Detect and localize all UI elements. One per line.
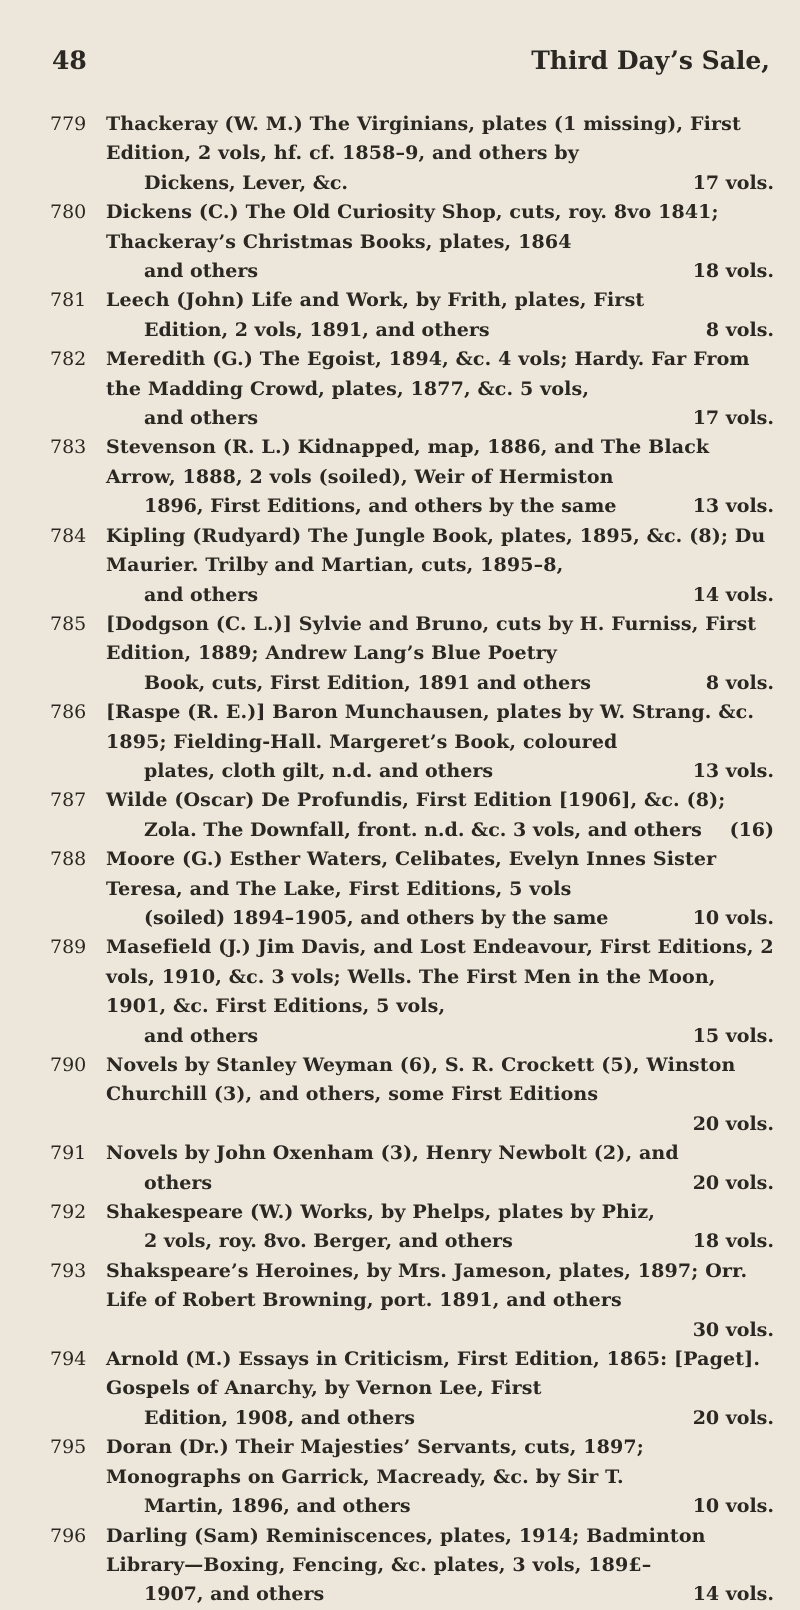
lot-quantity: 17 vols. — [692, 407, 774, 430]
lot-description — [106, 1198, 774, 1257]
lot-number: 793 — [50, 1259, 87, 1282]
lot-last-line: Edition, 1908, and others — [144, 1406, 415, 1429]
lot-entry — [50, 1198, 774, 1257]
lot-description — [106, 1522, 774, 1610]
lot-quantity: 14 vols. — [692, 1583, 774, 1606]
lot-text: [Dodgson (C. L.)] Sylvie and Bruno, cuts by H. Furniss, First Edition, 1889; Andrew Lang’s Blue Poetry — [106, 612, 757, 665]
lot-description — [106, 522, 774, 610]
lot-entry — [50, 1522, 774, 1610]
lot-number: 784 — [50, 524, 87, 547]
lot-tail — [106, 1404, 774, 1433]
lot-text: Novels by Stanley Weyman (6), S. R. Crockett (5), Winston Churchill (3), and others, some First Editions — [106, 1054, 736, 1106]
lot-description — [106, 1345, 774, 1433]
lot-description — [106, 1257, 774, 1345]
lot-quantity: 14 vols. — [692, 583, 774, 606]
lot-text: Wilde (Oscar) De Profundis, First Edition [1906], &c. (8); — [106, 789, 726, 812]
lot-tail — [106, 316, 774, 345]
lot-description — [106, 433, 774, 521]
lot-description — [106, 198, 774, 286]
lot-text: Masefield (J.) Jim Davis, and Lost Endeavour, First Editions, 2 vols, 1910, &c. 3 vols; Wells. The First Men in the Moon, 1901, &c. First Editions, 5 vols, — [106, 936, 774, 1018]
running-title: Third Day’s Sale, — [531, 46, 770, 75]
lot-entry — [50, 433, 774, 521]
lot-quantity: (16) — [729, 818, 774, 841]
lot-entry — [50, 110, 774, 198]
lot-tail — [106, 816, 774, 845]
lot-last-line: 1907, and others — [144, 1583, 325, 1606]
lot-tail — [106, 1580, 774, 1609]
lot-quantity: 15 vols. — [692, 1024, 774, 1047]
lot-tail — [106, 404, 774, 433]
page-number: 48 — [52, 46, 87, 75]
lot-entry — [50, 1139, 774, 1198]
lot-entry — [50, 286, 774, 345]
lot-entry — [50, 1345, 774, 1433]
lot-number: 782 — [50, 348, 87, 371]
lot-tail — [106, 904, 774, 933]
lot-quantity: 8 vols. — [705, 318, 774, 341]
lot-entry — [50, 610, 774, 698]
lot-quantity: 10 vols. — [692, 906, 774, 929]
lot-last-line: others — [144, 1171, 213, 1194]
lot-tail — [106, 1022, 774, 1051]
lot-description — [106, 845, 774, 933]
lot-quantity: 13 vols. — [692, 495, 774, 518]
lot-text: Moore (G.) Esther Waters, Celibates, Evelyn Innes Sister Teresa, and The Lake, First Editions, 5 vols — [106, 848, 717, 900]
lot-last-line: Martin, 1896, and others — [144, 1495, 411, 1518]
lot-number: 788 — [50, 848, 87, 871]
lot-text: Kipling (Rudyard) The Jungle Book, plates, 1895, &c. (8); Du Maurier. Trilby and Martian, cuts, 1895–8, — [106, 524, 766, 577]
lot-number: 783 — [50, 436, 87, 459]
lot-tail — [106, 492, 774, 521]
lot-last-line: and others — [144, 583, 259, 606]
lot-number: 781 — [50, 289, 87, 312]
lot-text: Darling (Sam) Reminiscences, plates, 1914; Badminton Library—Boxing, Fencing, &c. plates, 3 vols, 189£– — [106, 1524, 706, 1576]
lot-quantity: 18 vols. — [692, 260, 774, 283]
lot-description — [106, 286, 774, 345]
lot-entry — [50, 1257, 774, 1345]
lot-last-line: 2 vols, roy. 8vo. Berger, and others — [144, 1230, 513, 1253]
lot-description — [106, 1139, 774, 1198]
lot-entry — [50, 933, 774, 1051]
lot-tail — [106, 1227, 774, 1256]
lot-number: 789 — [50, 936, 87, 959]
lot-entry — [50, 1051, 774, 1139]
lot-last-line: Dickens, Lever, &c. — [144, 171, 349, 194]
lot-quantity: 13 vols. — [692, 759, 774, 782]
lot-number: 795 — [50, 1436, 87, 1459]
lot-number: 787 — [50, 789, 87, 812]
lot-number: 791 — [50, 1142, 87, 1165]
lot-number: 779 — [50, 113, 87, 135]
lot-number: 792 — [50, 1201, 87, 1224]
lot-quantity: 18 vols. — [692, 1230, 774, 1253]
lot-tail — [106, 1169, 774, 1198]
lot-quantity: 20 vols. — [692, 1171, 774, 1194]
lot-last-line: and others — [144, 260, 259, 283]
lot-text: [Raspe (R. E.)] Baron Munchausen, plates by W. Strang. &c. 1895; Fielding-Hall. Margeret’s Book, coloured — [106, 701, 755, 753]
lot-last-line: Zola. The Downfall, front. n.d. &c. 3 vols, and others — [144, 818, 702, 841]
lot-entry — [50, 198, 774, 286]
lot-number: 794 — [50, 1348, 87, 1371]
lot-quantity: 30 vols. — [692, 1318, 774, 1341]
lot-text: Arnold (M.) Essays in Criticism, First Edition, 1865: [Paget]. Gospels of Anarchy, by Vernon Lee, First — [106, 1348, 761, 1400]
lot-last-line: Edition, 2 vols, 1891, and others — [144, 318, 490, 341]
lot-description — [106, 933, 774, 1051]
lot-number: 796 — [50, 1524, 87, 1547]
lot-tail — [106, 1492, 774, 1521]
lot-number: 780 — [50, 201, 87, 224]
lot-last-line: Book, cuts, First Edition, 1891 and others — [144, 671, 591, 694]
lot-quantity: 10 vols. — [692, 1495, 774, 1518]
lot-quantity: 8 vols. — [705, 671, 774, 694]
lot-text: Dickens (C.) The Old Curiosity Shop, cuts, roy. 8vo 1841; Thackeray’s Christmas Books, plates, 1864 — [106, 201, 719, 253]
lot-description — [106, 610, 774, 698]
lot-entry — [50, 845, 774, 933]
lot-entry — [50, 698, 774, 786]
lot-description — [106, 786, 774, 845]
lot-text: Meredith (G.) The Egoist, 1894, &c. 4 vols; Hardy. Far From the Madding Crowd, plates, 1877, &c. 5 vols, — [106, 348, 750, 400]
page-header — [52, 46, 770, 86]
lot-description — [106, 1433, 774, 1521]
lot-text: Thackeray (W. M.) The Virginians, plates (1 missing), First Edition, 2 vols, hf. cf. 1858–9, and others by — [106, 113, 741, 165]
lot-tail — [106, 169, 774, 198]
lot-entry — [50, 1433, 774, 1521]
lot-number: 790 — [50, 1054, 87, 1076]
lot-text: Shakespeare (W.) Works, by Phelps, plates by Phiz, — [106, 1201, 656, 1224]
lot-last-line: and others — [144, 1024, 259, 1047]
lot-text: Shakspeare’s Heroines, by Mrs. Jameson, plates, 1897; Orr. Life of Robert Browning, port. 1891, and others — [106, 1259, 748, 1312]
lot-last-line: plates, cloth gilt, n.d. and others — [144, 759, 494, 782]
lot-last-line: and others — [144, 407, 259, 430]
lot-quantity: 17 vols. — [692, 171, 774, 194]
lot-text: Stevenson (R. L.) Kidnapped, map, 1886, and The Black Arrow, 1888, 2 vols (soiled), Weir of Hermiston — [106, 436, 710, 488]
lot-entry — [50, 522, 774, 610]
lot-last-line: 1896, First Editions, and others by the same — [144, 495, 617, 518]
lot-quantity: 20 vols. — [692, 1112, 774, 1135]
lot-description — [106, 345, 774, 433]
lot-quantity: 20 vols. — [692, 1406, 774, 1429]
lot-entry — [50, 345, 774, 433]
lot-description — [106, 698, 774, 786]
lot-tail — [106, 581, 774, 610]
lot-description — [106, 110, 774, 198]
lot-number: 786 — [50, 701, 87, 724]
lot-list — [50, 110, 774, 1610]
lot-description — [106, 1051, 774, 1139]
lot-entry — [50, 786, 774, 845]
lot-text: Doran (Dr.) Their Majesties’ Servants, cuts, 1897; Monographs on Garrick, Macready, &c. by Sir T. — [106, 1436, 644, 1488]
lot-tail — [106, 257, 774, 286]
lot-last-line: (soiled) 1894–1905, and others by the same — [144, 906, 609, 929]
lot-tail — [106, 757, 774, 786]
lot-number: 785 — [50, 612, 87, 635]
lot-text: Novels by John Oxenham (3), Henry Newbolt (2), and — [106, 1142, 679, 1165]
lot-text: Leech (John) Life and Work, by Frith, plates, First — [106, 289, 645, 312]
lot-tail — [106, 669, 774, 698]
